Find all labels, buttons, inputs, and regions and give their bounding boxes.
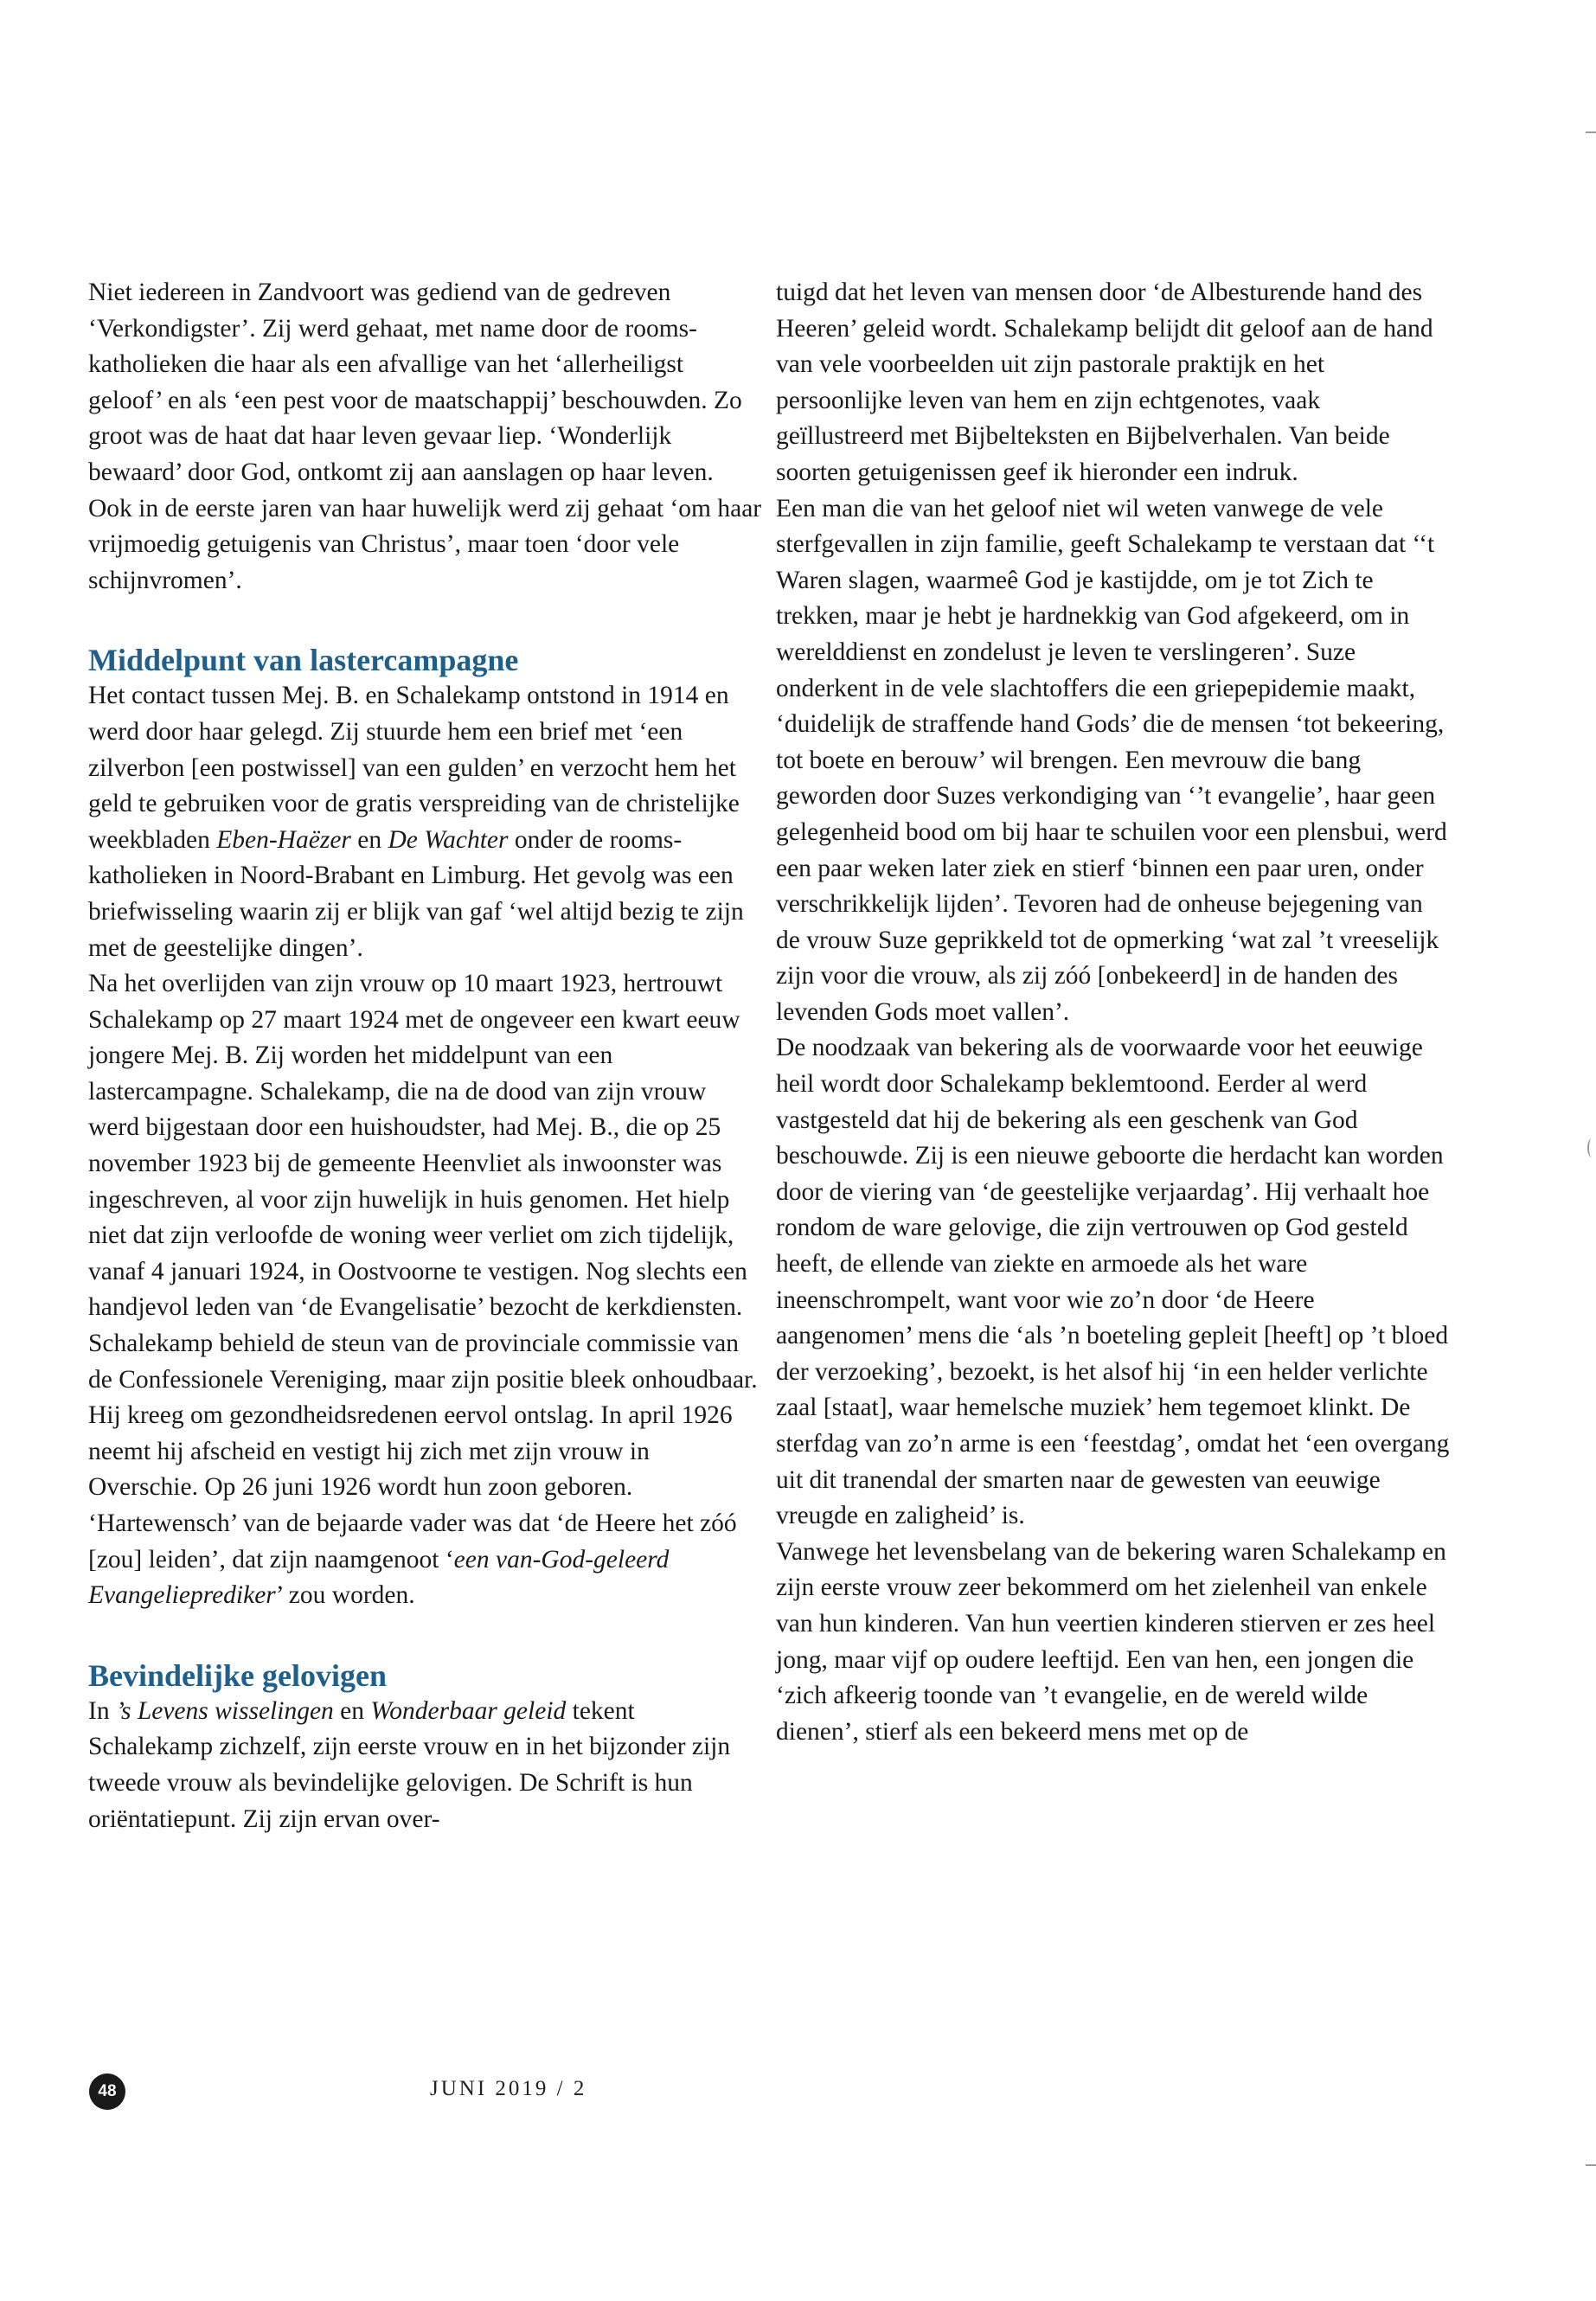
paragraph-zandvoort: Niet iedereen in Zandvoort was gediend van de gedreven ‘Verkondigster’. Zij werd gehaat, met name door de rooms-katholieken die haar als een afvallige van het ‘allerheiligst geloof’ en als ‘een pest voor de maatschappij’ beschouwden. Zo groot was de haat dat haar leven gevaar liep. ‘Wonderlijk bewaard’ door God, ontkomt zij aan aanslagen op haar leven. Ook in de eerste jaren van haar huwelijk werd zij gehaat ‘om haar vrijmoedig getuigenis van Christus’, maar toen ‘door vele schijnvromen’. bbox=[88, 279, 762, 594]
crop-mark-bottom bbox=[1586, 2164, 1596, 2166]
registration-mark bbox=[1587, 1138, 1596, 1157]
heading-bevindelijke: Bevindelijke gelovigen bbox=[88, 1657, 387, 1693]
left-column bbox=[88, 275, 763, 1837]
italic-title-wonderbaar-geleid: Wonderbaar geleid bbox=[370, 1696, 567, 1725]
paragraph-contact bbox=[88, 678, 763, 966]
italic-title-eben-haezer: Eben-Haëzer bbox=[216, 825, 351, 854]
paragraph-bekering: De noodzaak van bekering als de voorwaarde voor het eeuwige heil wordt door Schalekamp beklemtoond. Eerder al werd vastgesteld dat hij de bekering als een geschenk van God beschouwde. Zij is een nieuwe geboorte die herdacht kan worden door de viering van ‘de geestelijke verjaardag’. Hij verhaalt hoe rondom de ware gelovige, die zijn vertrouwen op God gesteld heeft, de ellende van ziekte en armoede als het ware ineenschrompelt, want voor wie zo’n door ‘de Heere aangenomen’ mens die ‘als ’n boeteling gepleit [heeft] op ’t bloed der verzoeking’, bezoekt, is het alsof hij ‘in een helder verlichte zaal [staat], waar hemelsche muziek’ hem tegemoet klinkt. De sterfdag van zo’n arme is een ‘feestdag’, omdat het ‘een overgang uit dit tranendal der smarten naar de gewesten van eeuwige vreugde en zaligheid’ is. bbox=[776, 1034, 1450, 1530]
italic-title-de-wachter: De Wachter bbox=[388, 825, 509, 854]
crop-mark-top bbox=[1586, 131, 1596, 133]
text-run: tekent Schalekamp zichzelf, zijn eerste vrouw en in het bijzonder zijn tweede vrouw als bevindelijke gelovigen. De Schrift is hun oriëntatiepunt. Zij zijn ervan over- bbox=[88, 1696, 731, 1833]
paragraph-overlijden bbox=[88, 966, 763, 1614]
paragraph-kinderen: Vanwege het levensbelang van de bekering waren Schalekamp en zijn eerste vrouw zeer bekommerd om het zielenheil van enkele van hun kinderen. Van hun veertien kinderen stierven er zes heel jong, maar vijf op oudere leeftijd. Een van hen, een jongen die ‘zich afkeerig toonde van ’t evangelie, en de wereld wilde dienen’, stierf als een bekeerd mens met op de bbox=[776, 1537, 1446, 1746]
text-run: onder de rooms-katholieken in Noord-Brabant en Limburg. Het gevolg was een briefwisseling waarin zij er blijk van gaf ‘wel altijd bezig te zijn met de geestelijke dingen’. bbox=[88, 825, 744, 962]
text-run: In bbox=[88, 1696, 116, 1725]
paragraph-bevindelijke bbox=[88, 1694, 763, 1837]
italic-quote-evangelieprediker: een van-God-geleerd Evangelieprediker bbox=[88, 1545, 670, 1610]
issue-label: JUNI 2019 / 2 bbox=[430, 2077, 587, 2100]
heading-middelpunt: Middelpunt van lastercampagne bbox=[88, 643, 519, 678]
paragraph-albesturende: tuigd dat het leven van mensen door ‘de Albesturende hand des Heeren’ geleid wordt. Schalekamp belijdt dit geloof aan de hand van vele voorbeelden uit zijn pastorale praktijk en het persoonlijke leven van hem en zijn echtgenotes, vaak geïllustreerd met Bijbelteksten en Bijbelverhalen. Van beide soorten getuigenissen geef ik hieronder een indruk. bbox=[776, 279, 1433, 486]
text-run: en bbox=[333, 1696, 371, 1725]
italic-title-levens-wisselingen: ’s Levens wisselingen bbox=[115, 1696, 334, 1725]
text-run: en bbox=[350, 825, 388, 854]
text-run: Na het overlijden van zijn vrouw op 10 maart 1923, hertrouwt Schalekamp op 27 maart 1924 met de ongeveer een kwart eeuw jongere Mej. B. Zij worden het middelpunt van een lastercampagne. Schalekamp, die na de dood van zijn vrouw werd bijgestaan door een huishoudster, had Mej. B., die op 25 november 1923 bij de gemeente Heenvliet als inwoonster was ingeschreven, al voor zijn huwelijk in huis genomen. Het hielp niet dat zijn verloofde de woning weer verliet om zich tijdelijk, vanaf 4 januari 1924, in Oostvoorne te vestigen. Nog slechts een handjevol leden van ‘de Evangelisatie’ bezocht de kerkdiensten. Schalekamp behield de steun van de provinciale commissie van de Confessionele Vereniging, maar zijn positie bleek onhoudbaar. Hij kreeg om gezondheidsredenen eervol ontslag. In april 1926 neemt hij afscheid en vestigt hij zich met zijn vrouw in Overschie. Op 26 juni 1926 wordt hun zoon geboren. ‘Hartewensch’ van de bejaarde vader was dat ‘de Heere het zóó [zou] leiden’, dat zijn naamgenoot ‘ bbox=[88, 970, 758, 1574]
paragraph-sterfgevallen: Een man die van het geloof niet wil weten vanwege de vele sterfgevallen in zijn familie, geeft Schalekamp te verstaan dat ‘‘t Waren slagen, waarmeê God je kastijdde, om je tot Zich te trekken, maar je hebt je hardnekkig van God afgekeerd, om in werelddienst en zondelust je leven te verslingeren’. Suze onderkent in de vele slachtoffers die een griepepidemie maakt, ‘duidelijk de straffende hand Gods’ die de mensen ‘tot bekeering, tot boete en berouw’ wil brengen. Een mevrouw die bang geworden door Suzes verkondiging van ‘’t evangelie’, haar geen gelegenheid bood om bij haar te schuilen voor een plensbui, werd een paar weken later ziek en stierf ‘binnen een paar uren, onder verschrikkelijk lijden’. Tevoren had de onheuse bejegening van de vrouw Suze geprikkeld tot de opmerking ‘wat zal ’t vreeselijk zijn voor die vrouw, als zij zóó [onbekeerd] in de handen des levenden Gods moet vallen’. bbox=[776, 494, 1447, 1026]
text-run: ’ zou worden. bbox=[275, 1581, 415, 1610]
right-column bbox=[776, 275, 1451, 1750]
page-number-badge: 48 bbox=[89, 2073, 125, 2110]
text-run: Het contact tussen Mej. B. en Schalekamp ontstond in 1914 en werd door haar gelegd. Zij stuurde hem een brief met ‘een zilverbon [een postwissel] van een gulden’ en verzocht hem het geld te gebruiken voor de gratis verspreiding van de christelijke weekbladen bbox=[88, 682, 740, 854]
